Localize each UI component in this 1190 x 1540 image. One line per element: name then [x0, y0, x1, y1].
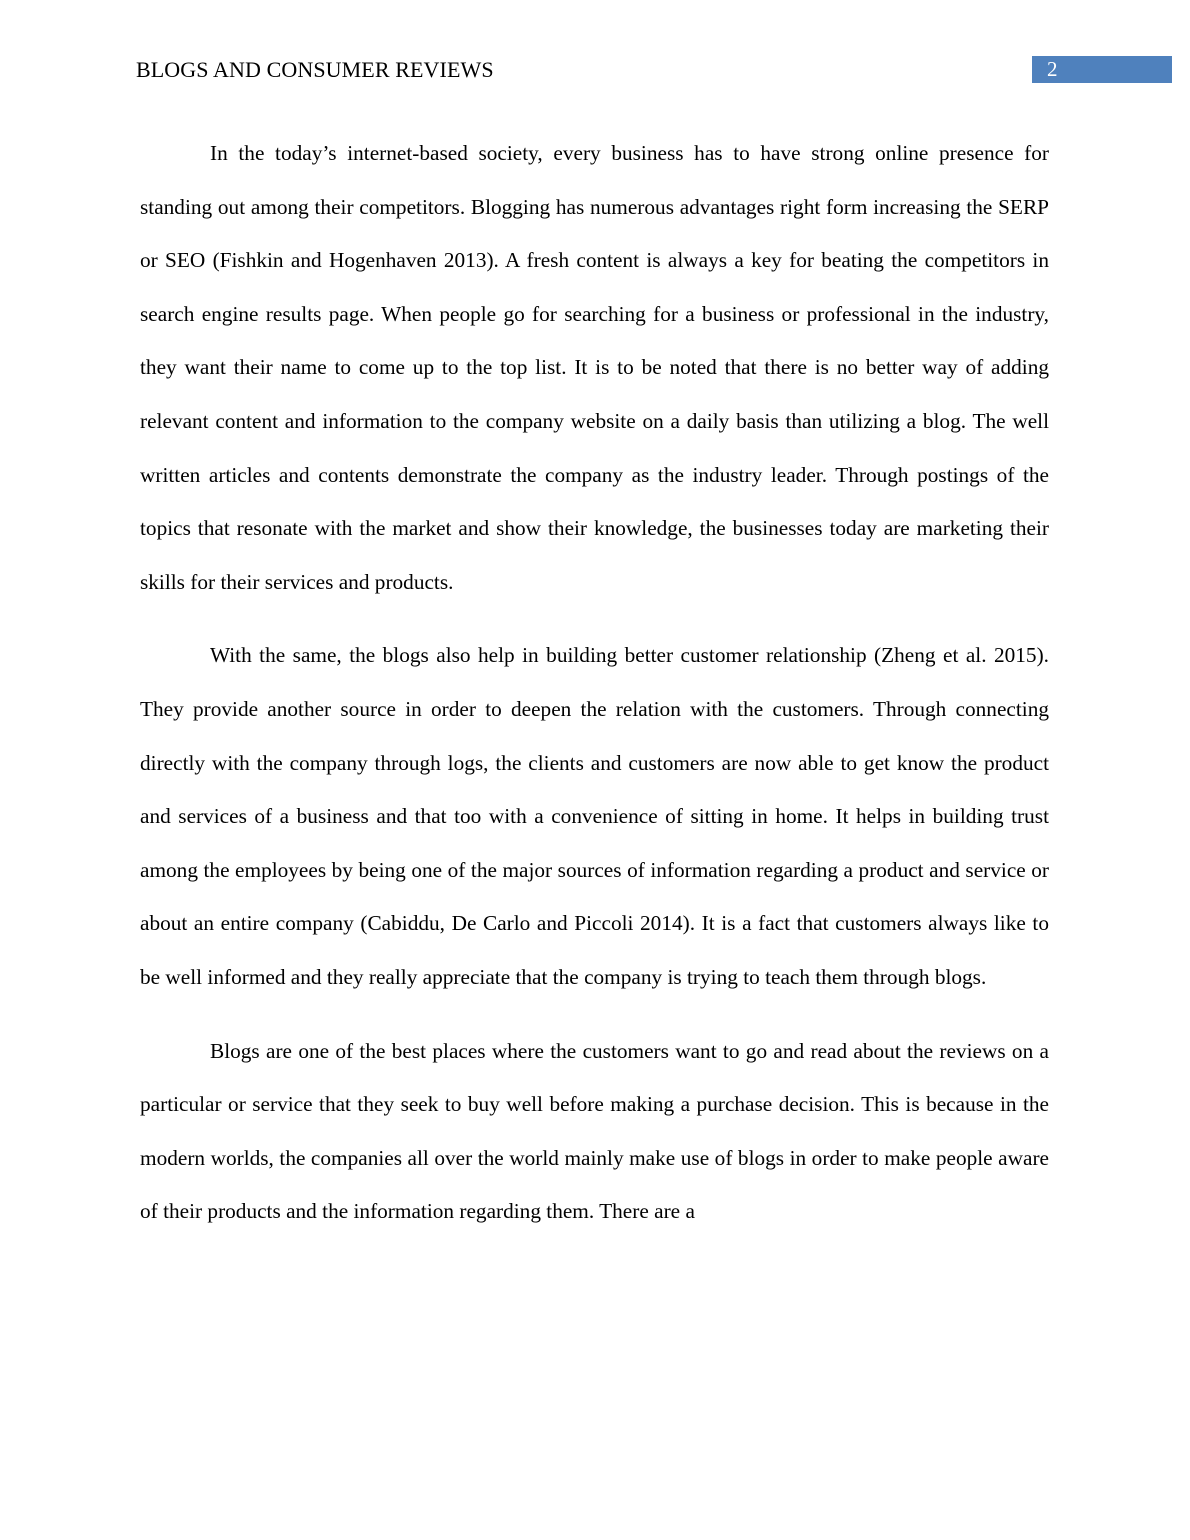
body-text — [140, 127, 1049, 1259]
running-head: BLOGS AND CONSUMER REVIEWS — [136, 57, 494, 82]
paragraph-1: In the today’s internet-based society, every business has to have strong online presence for standing out among their competitors. Blogging has numerous advantages right form increasing the SERP or SEO (Fishkin and Hogenhaven 2013). A fresh content is always a key for beating the competitors in search engine results page. When people go for searching for a business or professional in the industry, they want their name to come up to the top list. It is to be noted that there is no better way of adding relevant content and information to the company website on a daily basis than utilizing a blog. The well written articles and contents demonstrate the company as the industry leader. Through postings of the topics that resonate with the market and show their knowledge, the businesses today are marketing their skills for their services and products. — [140, 141, 1049, 594]
paragraph-3: Blogs are one of the best places where the customers want to go and read about the reviews on a particular or service that they seek to buy well before making a purchase decision. This is because in the modern worlds, the companies all over the world mainly make use of blogs in order to make people aware of their products and the information regarding them. There are a — [140, 1038, 1049, 1224]
paragraph-2: With the same, the blogs also help in building better customer relationship (Zheng et al. 2015). They provide another source in order to deepen the relation with the customers. Through connecting directly with the company through logs, the clients and customers are now able to get know the product and services of a business and that too with a convenience of sitting in home. It helps in building trust among the employees by being one of the major sources of information regarding a product and service or about an entire company (Cabiddu, De Carlo and Piccoli 2014). It is a fact that customers always like to be well informed and they really appreciate that the company is trying to teach them through blogs. — [140, 643, 1049, 989]
page-number: 2 — [1032, 56, 1172, 83]
